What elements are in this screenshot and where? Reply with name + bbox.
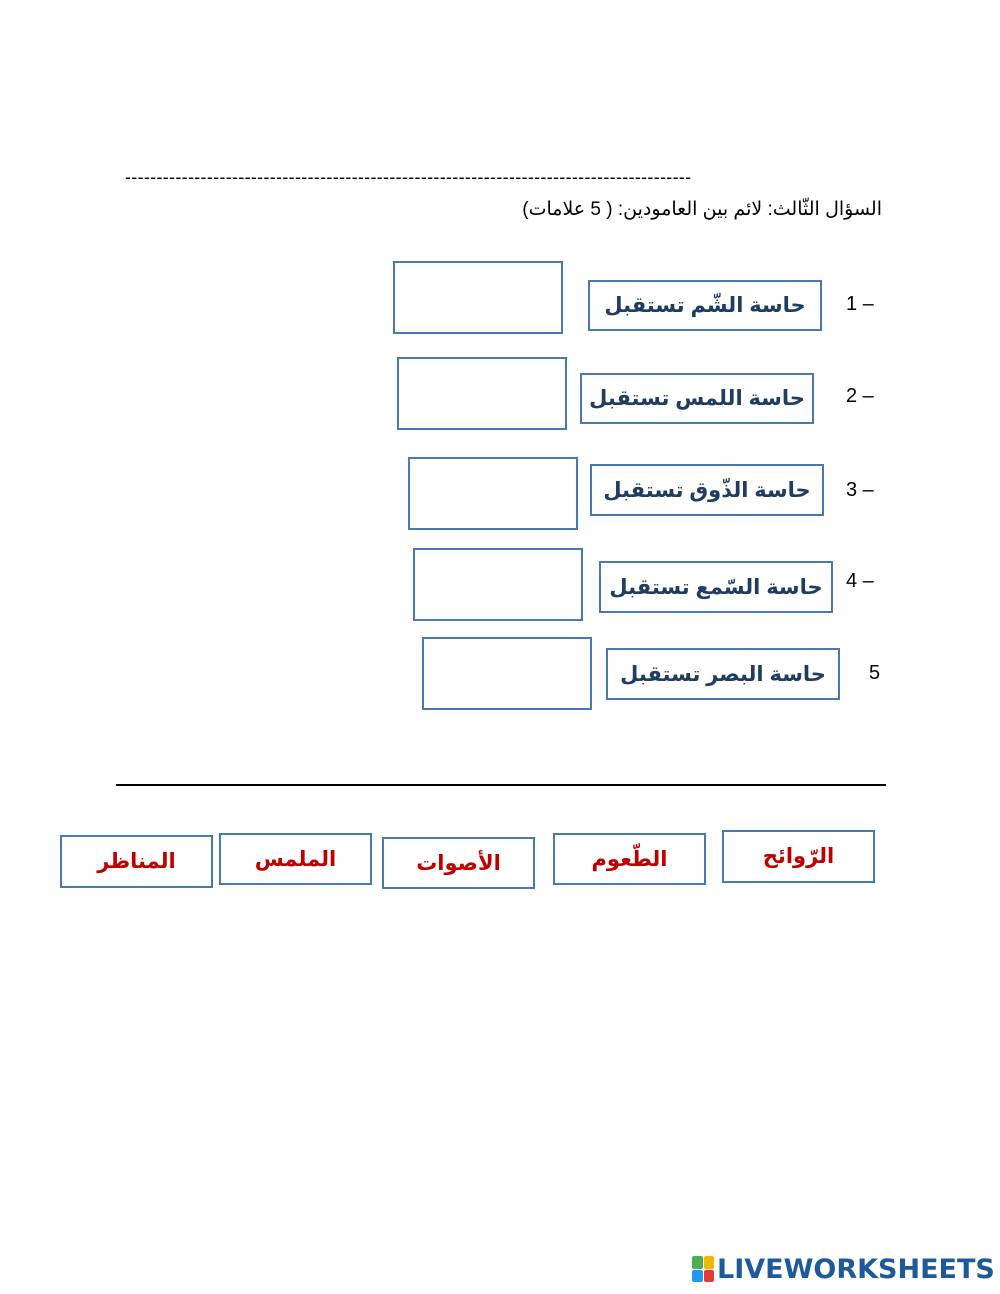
option-tastes[interactable] <box>553 833 706 885</box>
answer-drop-zone[interactable] <box>422 637 592 710</box>
option-smells[interactable] <box>722 830 875 883</box>
prompt-text: حاسة الشّم تستقبل <box>604 294 806 317</box>
option-label: الطّعوم <box>591 847 668 871</box>
prompt-text: حاسة الذّوق تستقبل <box>603 478 811 502</box>
logo-text: LIVEWORKSHEETS <box>717 1253 995 1285</box>
option-label: المناظر <box>97 850 176 873</box>
horizontal-rule <box>116 784 886 786</box>
option-label: الأصوات <box>416 851 501 875</box>
dashed-separator: ------------------------------------------------------------------------------------------ <box>125 167 692 187</box>
prompt-box <box>599 561 833 613</box>
item-number: 4 – <box>846 570 874 592</box>
option-sights[interactable] <box>60 835 213 888</box>
prompt-box <box>588 280 822 331</box>
answer-drop-zone[interactable] <box>397 357 567 430</box>
prompt-box <box>606 648 840 700</box>
option-sounds[interactable] <box>382 837 535 889</box>
item-number: 3 – <box>846 479 874 501</box>
answer-drop-zone[interactable] <box>413 548 583 621</box>
item-number: 2 – <box>846 385 874 407</box>
option-label: الرّوائح <box>762 845 835 868</box>
prompt-text: حاسة اللمس تستقبل <box>589 387 805 410</box>
prompt-text: حاسة السّمع تستقبل <box>609 575 823 599</box>
item-number: 5 <box>869 662 881 684</box>
question-title: السؤال الثّالث: لائم بين العامودين: ( 5 علامات) <box>522 199 882 220</box>
prompt-text: حاسة البصر تستقبل <box>620 662 826 686</box>
logo-icon <box>692 1256 714 1282</box>
answer-drop-zone[interactable] <box>408 457 578 530</box>
option-textures[interactable] <box>219 833 372 885</box>
item-number: 1 – <box>846 293 874 315</box>
prompt-box <box>590 464 824 516</box>
option-label: الملمس <box>254 847 337 871</box>
answer-drop-zone[interactable] <box>393 261 563 334</box>
liveworksheets-logo <box>692 1252 995 1286</box>
prompt-box <box>580 373 814 424</box>
